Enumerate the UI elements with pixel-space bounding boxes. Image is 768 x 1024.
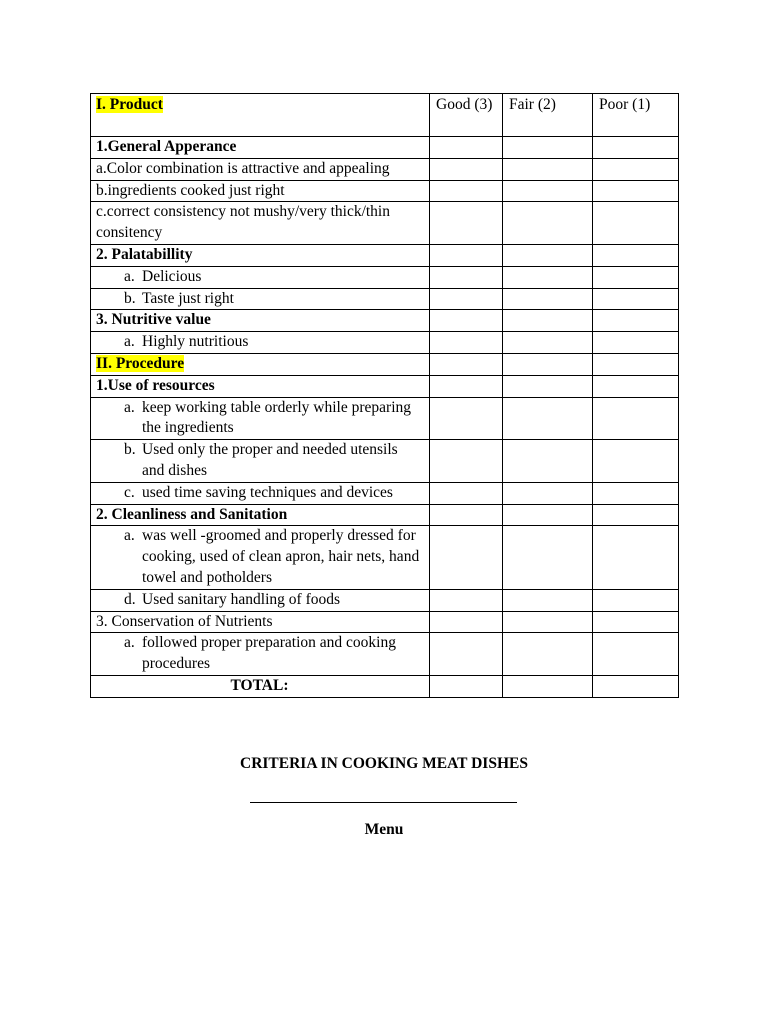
criteria-table <box>90 93 679 698</box>
criteria-text: Used sanitary handling of foods <box>142 590 341 608</box>
criteria-cell <box>91 266 430 288</box>
table-row <box>91 310 679 332</box>
score-cell-good[interactable] <box>430 158 503 180</box>
score-cell-good[interactable] <box>430 375 503 397</box>
score-cell-fair[interactable] <box>503 158 593 180</box>
score-cell-fair[interactable] <box>503 589 593 611</box>
table-header-row <box>91 94 679 137</box>
table-row <box>91 526 679 589</box>
score-cell-good[interactable] <box>430 332 503 354</box>
score-cell-fair[interactable] <box>503 375 593 397</box>
menu-blank-line[interactable] <box>250 790 517 803</box>
score-cell-good[interactable] <box>430 589 503 611</box>
criteria-cell <box>91 397 430 440</box>
criteria-text: Delicious <box>142 267 202 285</box>
item-marker: b. <box>124 441 136 459</box>
criteria-text: used time saving techniques and devices <box>142 483 393 501</box>
score-cell-poor[interactable] <box>593 288 679 310</box>
score-cell-fair[interactable] <box>503 482 593 504</box>
score-cell-poor[interactable] <box>593 180 679 202</box>
item-marker: a. <box>124 267 135 285</box>
table-row <box>91 158 679 180</box>
score-cell-poor[interactable] <box>593 526 679 589</box>
score-cell-poor[interactable] <box>593 332 679 354</box>
score-cell-good[interactable] <box>430 266 503 288</box>
table-row <box>91 202 679 245</box>
evaluation-sheet <box>90 93 678 698</box>
score-cell-fair[interactable] <box>503 310 593 332</box>
header-poor: Poor (1) <box>593 94 679 137</box>
criteria-text: Used only the proper and needed utensils and dishes <box>142 441 398 479</box>
criteria-text: c.correct consistency not mushy/very thick/thin consitency <box>91 202 430 245</box>
score-cell-poor[interactable] <box>593 611 679 633</box>
score-cell-good[interactable] <box>430 310 503 332</box>
header-criteria <box>91 94 430 137</box>
score-cell-good[interactable] <box>430 633 503 676</box>
criteria-cell <box>91 440 430 483</box>
criteria-text: Highly nutritious <box>142 333 249 351</box>
header-fair: Fair (2) <box>503 94 593 137</box>
item-marker: b. <box>124 289 136 307</box>
score-cell-fair[interactable] <box>503 353 593 375</box>
score-cell-good[interactable] <box>430 244 503 266</box>
section-procedure-label: II. Procedure <box>96 354 185 372</box>
item-marker: a. <box>124 634 135 652</box>
table-row <box>91 440 679 483</box>
score-cell-good[interactable] <box>430 137 503 159</box>
criteria-text: was well -groomed and properly dressed for cooking, used of clean apron, hair nets, hand towel and potholders <box>142 527 420 586</box>
table-row <box>91 397 679 440</box>
table-row <box>91 611 679 633</box>
table-row <box>91 244 679 266</box>
score-cell-good[interactable] <box>430 353 503 375</box>
criteria-heading: 2. Cleanliness and Sanitation <box>91 504 430 526</box>
total-label: TOTAL: <box>91 675 430 697</box>
score-cell-fair[interactable] <box>503 202 593 245</box>
table-row <box>91 137 679 159</box>
score-cell-poor[interactable] <box>593 482 679 504</box>
criteria-cell <box>91 526 430 589</box>
score-cell-fair[interactable] <box>503 633 593 676</box>
table-row <box>91 332 679 354</box>
table-row <box>91 375 679 397</box>
menu-label: Menu <box>364 821 404 838</box>
score-cell-poor[interactable] <box>593 440 679 483</box>
criteria-cell <box>91 288 430 310</box>
score-cell-good[interactable] <box>430 526 503 589</box>
score-cell-good[interactable] <box>430 504 503 526</box>
table-row <box>91 180 679 202</box>
score-cell-poor[interactable] <box>593 137 679 159</box>
criteria-text: 3. Conservation of Nutrients <box>91 611 430 633</box>
score-cell-poor[interactable] <box>593 504 679 526</box>
score-cell-fair[interactable] <box>503 611 593 633</box>
score-cell-poor[interactable] <box>593 244 679 266</box>
criteria-text: followed proper preparation and cooking procedures <box>142 634 396 673</box>
score-cell-good[interactable] <box>430 440 503 483</box>
score-cell-fair[interactable] <box>503 244 593 266</box>
table-row <box>91 266 679 288</box>
criteria-heading: 3. Nutritive value <box>91 310 430 332</box>
score-cell-poor[interactable] <box>593 397 679 440</box>
score-cell-fair[interactable] <box>503 137 593 159</box>
table-row <box>91 675 679 697</box>
score-cell-fair[interactable] <box>503 526 593 589</box>
table-row <box>91 589 679 611</box>
criteria-text: b.ingredients cooked just right <box>91 180 430 202</box>
table-row <box>91 482 679 504</box>
score-cell-fair[interactable] <box>503 675 593 697</box>
score-cell-fair[interactable] <box>503 440 593 483</box>
score-cell-fair[interactable] <box>503 180 593 202</box>
score-cell-poor[interactable] <box>593 310 679 332</box>
score-cell-good[interactable] <box>430 397 503 440</box>
score-cell-good[interactable] <box>430 202 503 245</box>
score-cell-good[interactable] <box>430 611 503 633</box>
item-marker: d. <box>124 590 136 608</box>
item-marker: a. <box>124 333 135 351</box>
score-cell-poor[interactable] <box>593 158 679 180</box>
item-marker: c. <box>124 483 135 501</box>
score-cell-poor[interactable] <box>593 266 679 288</box>
score-cell-poor[interactable] <box>593 633 679 676</box>
score-cell-good[interactable] <box>430 180 503 202</box>
criteria-cell <box>91 633 430 676</box>
score-cell-fair[interactable] <box>503 332 593 354</box>
table-row <box>91 633 679 676</box>
score-cell-good[interactable] <box>430 675 503 697</box>
score-cell-poor[interactable] <box>593 589 679 611</box>
header-good: Good (3) <box>430 94 503 137</box>
criteria-cell <box>91 332 430 354</box>
score-cell-poor[interactable] <box>593 202 679 245</box>
score-cell-poor[interactable] <box>593 375 679 397</box>
criteria-text: Taste just right <box>142 289 234 307</box>
score-cell-good[interactable] <box>430 288 503 310</box>
criteria-text: keep working table orderly while preparing the ingredients <box>142 398 412 437</box>
score-cell-fair[interactable] <box>503 288 593 310</box>
item-marker: a. <box>124 398 135 416</box>
criteria-heading: 2. Palatabillity <box>91 244 430 266</box>
criteria-heading: 1.Use of resources <box>91 375 430 397</box>
table-row <box>91 504 679 526</box>
criteria-cell <box>91 482 430 504</box>
score-cell-poor[interactable] <box>593 353 679 375</box>
score-cell-fair[interactable] <box>503 504 593 526</box>
criteria-cell <box>91 589 430 611</box>
section-product-label: I. Product <box>96 96 163 113</box>
item-marker: a. <box>124 527 135 545</box>
table-row <box>91 288 679 310</box>
criteria-cell <box>91 353 430 375</box>
score-cell-poor[interactable] <box>593 675 679 697</box>
score-cell-fair[interactable] <box>503 266 593 288</box>
sheet-title: CRITERIA IN COOKING MEAT DISHES <box>240 755 528 772</box>
criteria-heading: 1.General Apperance <box>91 137 430 159</box>
table-row <box>91 353 679 375</box>
score-cell-good[interactable] <box>430 482 503 504</box>
criteria-text: a.Color combination is attractive and appealing <box>91 158 430 180</box>
score-cell-fair[interactable] <box>503 397 593 440</box>
